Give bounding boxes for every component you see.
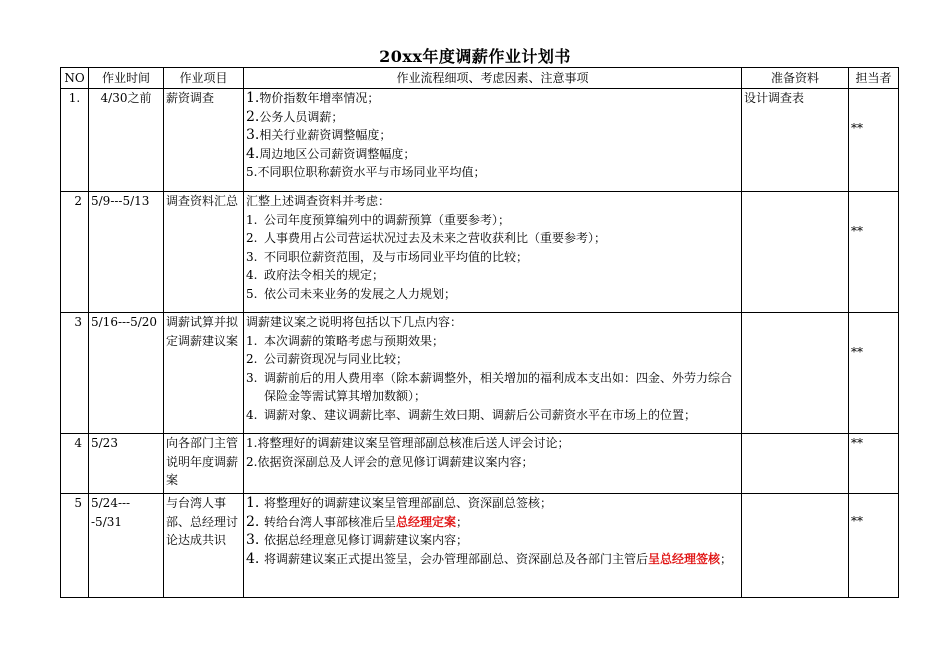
step-number: 4. xyxy=(246,145,260,162)
step-text: 将整理好的调薪建议案呈管理部副总、资深副总签核； xyxy=(264,496,553,510)
row-time: 5/24----5/31 xyxy=(89,494,164,598)
step-number: 4. xyxy=(246,550,260,567)
header-owner: 担当者 xyxy=(849,68,899,89)
row-owner xyxy=(849,434,899,494)
step-text: 调薪对象、建议调薪比率、调薪生效曰期、调薪后公司薪资水平在市场上的位置； xyxy=(264,407,697,422)
step-text: 物价指数年增率情况； xyxy=(259,91,380,105)
owner-mark: ** xyxy=(851,345,863,359)
table-row xyxy=(61,89,899,192)
row-resources xyxy=(742,313,849,434)
step-number: 5. xyxy=(246,286,258,301)
table-row xyxy=(61,313,899,434)
row-owner xyxy=(849,494,899,598)
owner-mark: ** xyxy=(851,224,863,238)
step-number: 1. xyxy=(246,333,258,348)
header-time: 作业时间 xyxy=(89,68,164,89)
step-text: 依据资深副总及人评会的意见修订调薪建议案内容； xyxy=(257,454,534,469)
row-time: 5/16---5/20 xyxy=(89,313,164,434)
header-flow: 作业流程细项、考虑因素、注意事项 xyxy=(244,68,742,89)
step-text: 依公司未来业务的发展之人力规划； xyxy=(264,286,457,301)
row-no: 1. xyxy=(61,89,89,192)
row-flow xyxy=(244,89,742,192)
step-number: 3. xyxy=(246,249,258,264)
header-resources: 准备资料 xyxy=(742,68,849,89)
step-text: 公司薪资现况与同业比较； xyxy=(264,352,409,366)
row-item: 调薪试算并拟定调薪建议案 xyxy=(164,313,244,434)
step-number: 3. xyxy=(246,370,258,385)
step-number: 4. xyxy=(246,268,258,282)
step-number: 2. xyxy=(246,513,260,530)
document-title: 20xx年度调薪作业计划书 xyxy=(379,47,571,66)
table-row xyxy=(61,494,899,598)
step-number: 2. xyxy=(246,352,258,366)
step-number: 2. xyxy=(246,108,260,125)
step-number: 1. xyxy=(246,212,258,227)
row-time: 5/9---5/13 xyxy=(89,192,164,313)
step-number: 1. xyxy=(246,90,260,106)
emphasis-text: 总经理定案 xyxy=(396,514,457,529)
row-resources: 设计调查表 xyxy=(742,89,849,192)
owner-mark: ** xyxy=(851,514,863,528)
row-no: 4 xyxy=(61,434,89,494)
row-flow xyxy=(244,192,742,313)
row-time: 5/23 xyxy=(89,434,164,494)
row-resources xyxy=(742,434,849,494)
step-number: 2. xyxy=(246,231,258,245)
row-item: 调查资料汇总 xyxy=(164,192,244,313)
step-text: 周边地区公司薪资调整幅度； xyxy=(259,146,416,161)
step-text: 将整理好的调薪建议案呈管理部副总核准后送人评会讨论； xyxy=(257,436,570,450)
step-text: 将调薪建议案正式提出签呈，会办管理部副总、资深副总及各部门主管后 xyxy=(264,551,649,566)
row-flow xyxy=(244,494,742,598)
step-text: 依据总经理意见修订调薪建议案内容； xyxy=(264,533,469,547)
row-item: 薪资调查 xyxy=(164,89,244,192)
row-no: 3 xyxy=(61,313,89,434)
emphasis-text: 呈总经理签核 xyxy=(648,551,721,566)
step-number: 2. xyxy=(246,454,258,469)
owner-mark: ** xyxy=(851,121,863,135)
step-number: 1. xyxy=(246,436,258,450)
step-number: 5. xyxy=(246,165,258,179)
row-flow xyxy=(244,434,742,494)
header-row xyxy=(61,68,899,89)
table-row xyxy=(61,434,899,494)
owner-mark: ** xyxy=(851,436,863,450)
step-text-after: ； xyxy=(720,551,733,566)
row-no: 5 xyxy=(61,494,89,598)
step-number: 3. xyxy=(246,532,260,548)
table-row xyxy=(61,192,899,313)
step-text: 调薪前后的用人费用率（除本薪调整外，相关增加的福利成本支出如：四金、外劳力综合保险金等需试算其增加数额）； xyxy=(264,370,733,403)
step-number: 4. xyxy=(246,407,258,422)
row-owner xyxy=(849,192,899,313)
flow-intro: 汇整上述调查资料并考虑： xyxy=(246,194,391,208)
step-text-after: ； xyxy=(456,514,469,529)
step-text: 人事费用占公司营运状况过去及未来之营收获利比（重要参考）； xyxy=(264,231,607,245)
row-owner xyxy=(849,89,899,192)
row-no: 2 xyxy=(61,192,89,313)
header-no: NO xyxy=(61,68,89,89)
row-owner xyxy=(849,313,899,434)
step-text: 公司年度预算编列中的调薪预算（重要参考）； xyxy=(264,212,511,227)
step-text: 不同职位薪资范围，及与市场同业平均值的比较； xyxy=(264,249,529,264)
step-text: 政府法令相关的规定； xyxy=(264,268,385,282)
step-text: 相关行业薪资调整幅度； xyxy=(259,128,392,142)
row-item: 与台湾人事部、总经理讨论达成共识 xyxy=(164,494,244,598)
plan-table xyxy=(60,67,899,598)
row-resources xyxy=(742,192,849,313)
flow-intro: 调薪建议案之说明将包括以下几点内容： xyxy=(246,315,463,329)
step-number: 3. xyxy=(246,127,260,143)
row-time: 4/30之前 xyxy=(89,89,164,192)
row-resources xyxy=(742,494,849,598)
step-text: 不同职位职称薪资水平与市场同业平均值； xyxy=(257,165,486,179)
step-text: 本次调薪的策略考虑与预期效果； xyxy=(264,333,445,348)
row-item: 向各部门主管说明年度调薪案 xyxy=(164,434,244,494)
row-flow xyxy=(244,313,742,434)
step-text: 转给台湾人事部核准后呈 xyxy=(264,514,397,529)
header-item: 作业项目 xyxy=(164,68,244,89)
step-text: 公务人员调薪； xyxy=(259,109,344,124)
step-number: 1. xyxy=(246,495,260,511)
